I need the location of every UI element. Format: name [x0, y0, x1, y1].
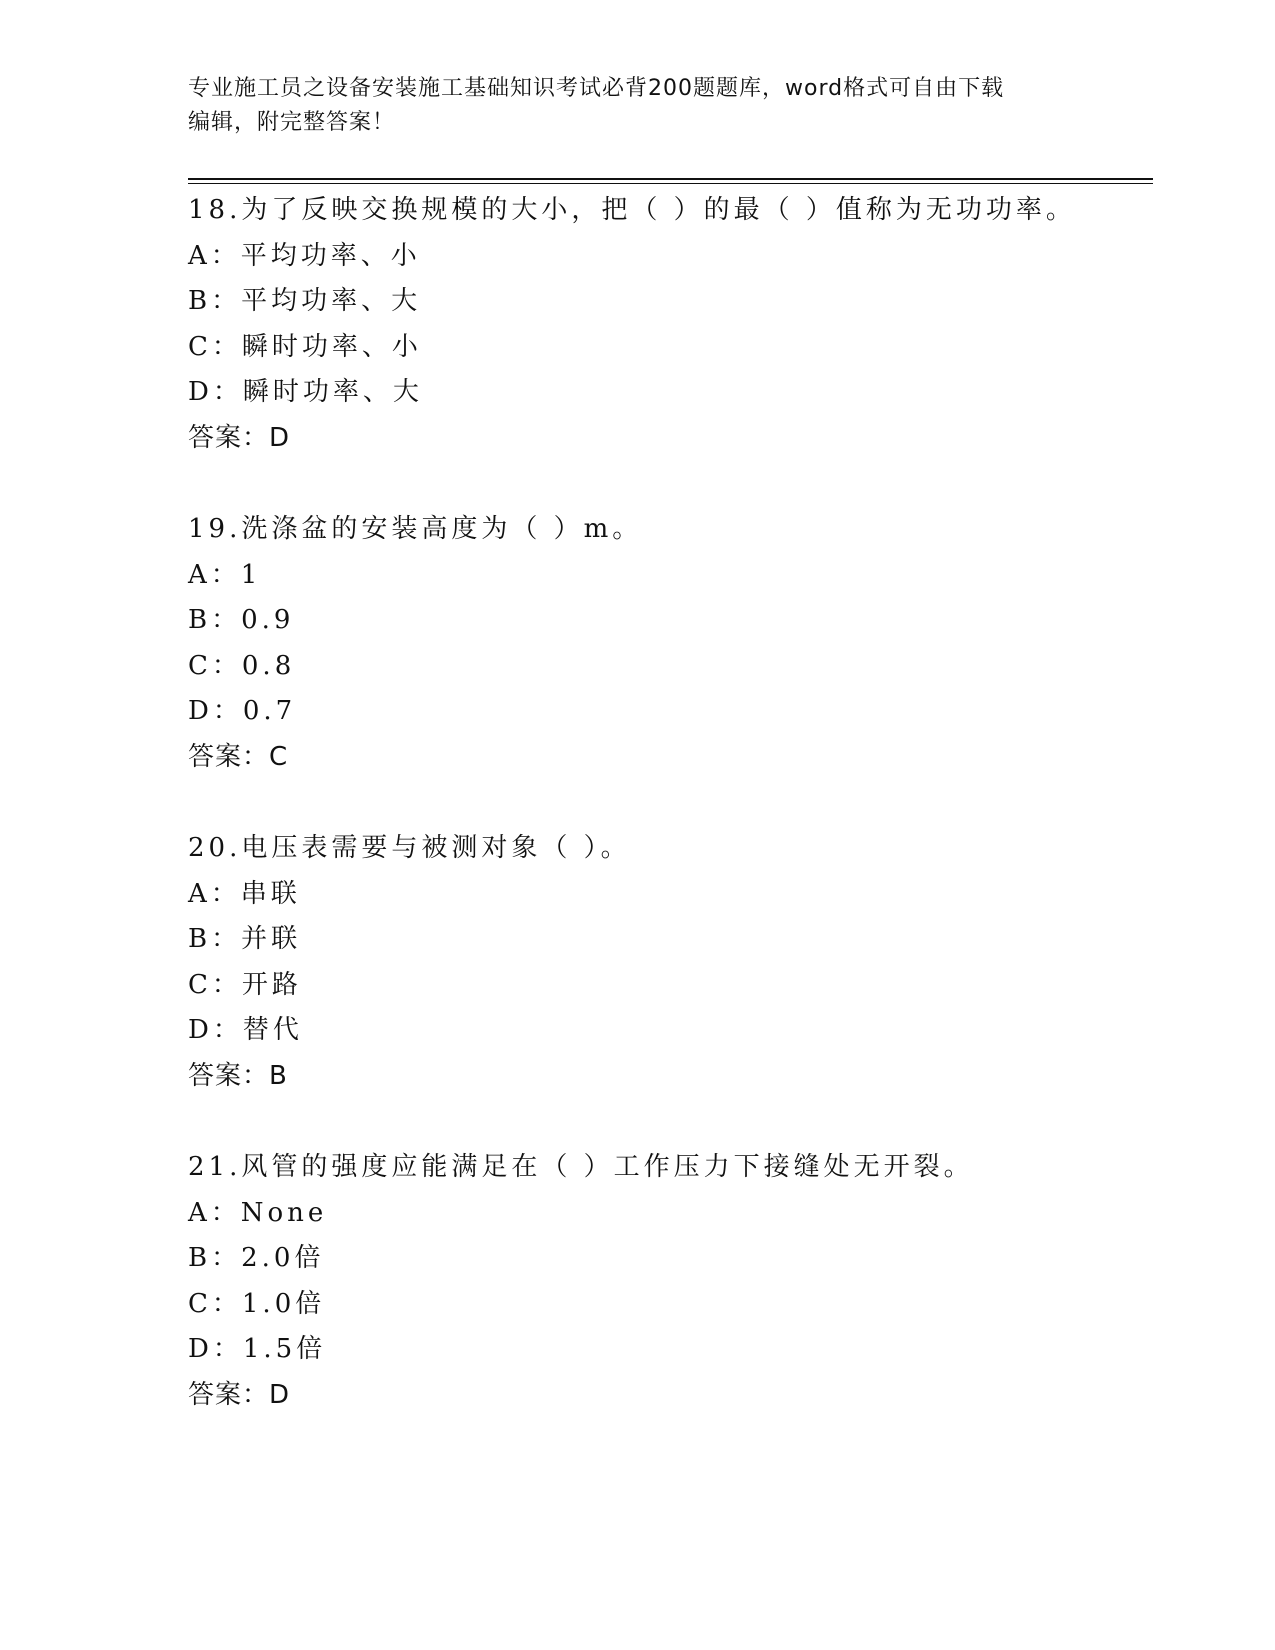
answer: 答案：D [188, 422, 291, 453]
header-line-1: 专业施工员之设备安装施工基础知识考试必背200题题库，word格式可自由下载 [188, 76, 1005, 101]
question-18 [188, 188, 1153, 461]
question-stem: 20.电压表需要与被测对象（ ）。 [188, 833, 631, 863]
option-b: B：平均功率、大 [188, 286, 422, 316]
option-b: B：0.9 [188, 605, 295, 635]
option-a: A：平均功率、小 [188, 240, 421, 271]
question-list [188, 188, 1153, 1464]
document-header [188, 72, 1088, 140]
answer: 答案：C [188, 741, 289, 772]
option-c: C：0.8 [188, 650, 296, 681]
answer: 答案：D [188, 1379, 291, 1410]
question-stem: 18.为了反映交换规模的大小，把（ ）的最（ ）值称为无功功率。 [188, 195, 1076, 225]
answer: 答案：B [188, 1060, 288, 1091]
question-20 [188, 826, 1153, 1099]
option-d: D：替代 [188, 1015, 303, 1045]
header-line-2: 编辑，附完整答案！ [188, 110, 396, 135]
option-a: A：1 [188, 559, 262, 590]
option-c: C：1.0倍 [188, 1288, 326, 1319]
header-divider-top [188, 178, 1153, 180]
option-b: B：并联 [188, 924, 302, 954]
option-c: C：开路 [188, 969, 302, 1000]
question-stem: 19.洗涤盆的安装高度为（ ）m。 [188, 514, 643, 544]
header-divider-bottom [188, 183, 1153, 184]
option-b: B：2.0倍 [188, 1243, 325, 1273]
question-19 [188, 507, 1153, 780]
question-stem: 21.风管的强度应能满足在（ ）工作压力下接缝处无开裂。 [188, 1152, 974, 1182]
option-c: C：瞬时功率、小 [188, 331, 422, 362]
option-a: A：串联 [188, 878, 301, 909]
option-d: D：1.5倍 [188, 1334, 327, 1364]
option-a: A：None [188, 1197, 328, 1228]
question-21 [188, 1145, 1153, 1418]
option-d: D：0.7 [188, 696, 297, 726]
option-d: D：瞬时功率、大 [188, 377, 423, 407]
